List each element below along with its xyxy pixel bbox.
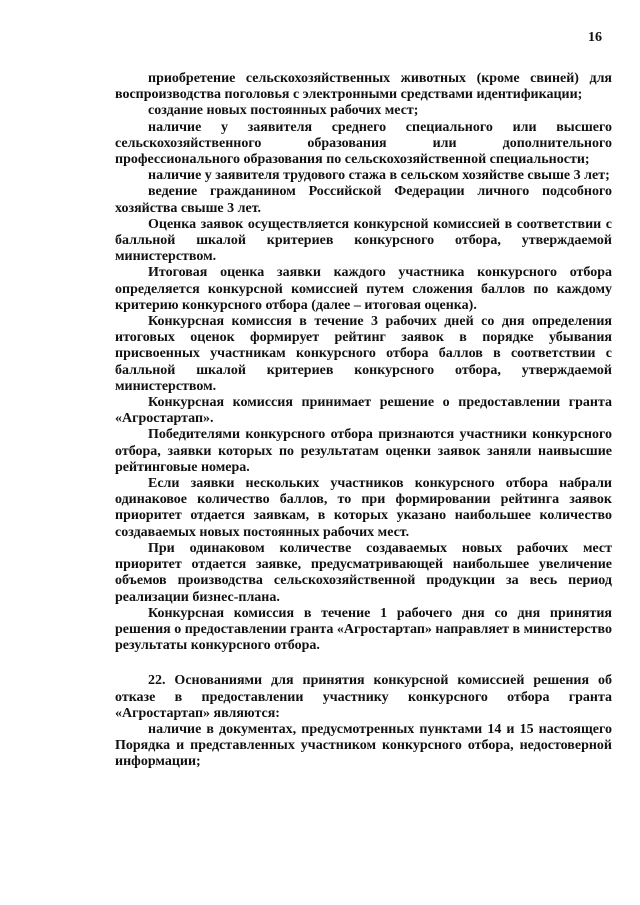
paragraph-10: Победителями конкурсного отбора признаются участники конкурсного отбора, заявки которых по результатам оценки заявок заняли наивысшие рейтинговые номера. [115, 427, 612, 475]
paragraph-7: Итоговая оценка заявки каждого участника конкурсного отбора определяется конкурсной комиссией путем сложения баллов по каждому критерию конкурсного отбора (далее – итоговая оценка). [115, 265, 612, 313]
paragraph-13: Конкурсная комиссия в течение 1 рабочего дня со дня принятия решения о предоставлении гранта «Агростартап» направляет в министерство результаты конкурсного отбора. [115, 605, 612, 654]
paragraph-3: наличие у заявителя среднего специального или высшего сельскохозяйственного образования или дополнительного профессионального образования по сельскохозяйственной специальности; [115, 119, 612, 168]
paragraph-15: наличие в документах, предусмотренных пунктами 14 и 15 настоящего Порядка и представленных участником конкурсного отбора, недостоверной информации; [115, 721, 612, 770]
paragraph-5: ведение гражданином Российской Федерации личного подсобного хозяйства свыше 3 лет. [115, 184, 612, 216]
paragraph-2: создание новых постоянных рабочих мест; [148, 103, 419, 119]
paragraph-9: Конкурсная комиссия принимает решение о предоставлении гранта «Агростартап». [115, 395, 612, 427]
paragraph-1: приобретение сельскохозяйственных животных (кроме свиней) для воспроизводства поголовья с электронными средствами идентификации; [115, 71, 612, 103]
section-gap [115, 654, 612, 673]
paragraph-12: При одинаковом количестве создаваемых новых рабочих мест приоритет отдается заявке, предусматривающей наибольшее увеличение объемов производства сельскохозяйственной продукции за весь период реализации бизнес-плана. [115, 540, 612, 605]
paragraph-6: Оценка заявок осуществляется конкурсной комиссией в соответствии с балльной шкалой критериев конкурсного отбора, утверждаемой министерством. [115, 216, 612, 265]
paragraph-11: Если заявки нескольких участников конкурсного отбора набрали одинаковое количество баллов, то при формировании рейтинга заявок приоритет отдается заявкам, в которых указано наибольшее количество создаваемых новых постоянных рабочих мест. [115, 476, 612, 540]
page-number: 16 [588, 30, 602, 45]
paragraph-8: Конкурсная комиссия в течение 3 рабочих дней со дня определения итоговых оценок формирует рейтинг заявок в порядке убывания присвоенных участникам конкурсного отбора баллов в соответствии с балльной шкалой критериев конкурсного отбора, утверждаемой министерством. [115, 314, 612, 394]
paragraph-4: наличие у заявителя трудового стажа в сельском хозяйстве свыше 3 лет; [148, 168, 610, 184]
document-body [115, 71, 612, 771]
paragraph-14: 22. Основаниями для принятия конкурсной комиссией решения об отказе в предоставлении участнику конкурсного отбора гранта «Агростартап» являются: [115, 673, 612, 721]
